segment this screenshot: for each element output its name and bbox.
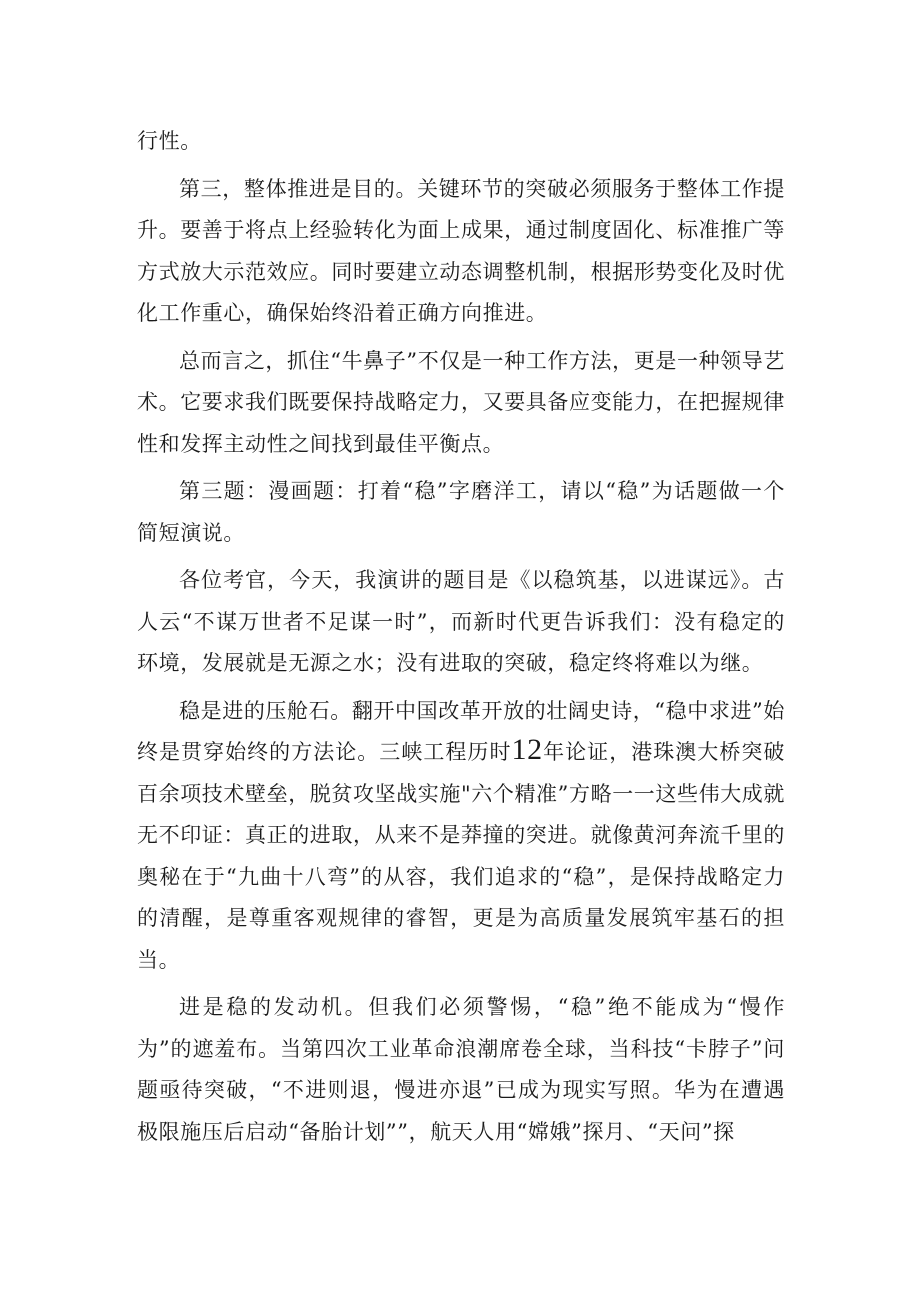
paragraph-stability [137,691,785,982]
document-body [137,121,785,1159]
paragraph-continuation: 行性。 [137,129,202,153]
paragraph-stability-part2: 年论证，港珠澳大桥突破百余项技术壁垒，脱贫攻坚战实施"六个精准”方略一一这些伟大成就无不印证：真正的进取，从来不是莽撞的突进。就像黄河奔流千里的奥秘在于“九曲十八弯”的从容，我们追求的“稳”，是保持战略定力的清醒，是尊重客观规律的睿智，更是为高质量发展筑牢基石的担当。 [137,740,785,972]
paragraph-question-three: 第三题：漫画题：打着“稳”字磨洋工，请以“稳”为话题做一个简短演说。 [137,479,785,545]
paragraph-progress: 进是稳的发动机。但我们必须警惕，“稳”绝不能成为“慢作为”的遮羞布。当第四次工业革命浪潮席卷全球，当科技“卡脖子”问题亟待突破，“不进则退，慢进亦退”已成为现实写照。华为在遭遇极限施压后启动“备胎计划””，航天人用“嫦娥”探月、“天问”探 [137,995,785,1144]
paragraph-point-three: 第三，整体推进是目的。关键环节的突破必须服务于整体工作提升。要善于将点上经验转化为面上成果，通过制度固化、标准推广等方式放大示范效应。同时要建立动态调整机制，根据形势变化及时优化工作重心，确保始终沿着正确方向推进。 [137,176,785,325]
years-number: 12 [511,733,543,766]
paragraph-stability-part1: 稳是进的压舱石。翻开中国改革开放的壮阔史诗，“稳中求进”始终是贯穿始终的方法论。三峡工程历时 [137,698,785,764]
paragraph-conclusion: 总而言之，抓住“牛鼻子”不仅是一种工作方法，更是一种领导艺术。它要求我们既要保持战略定力，又要具备应变能力，在把握规律性和发挥主动性之间找到最佳平衡点。 [137,348,785,456]
paragraph-speech-intro: 各位考官，今天，我演讲的题目是《以稳筑基，以进谋远》。古人云“不谋万世者不足谋一时”，而新时代更告诉我们：没有稳定的环境，发展就是无源之水；没有进取的突破，稳定终将难以为继。 [137,568,785,675]
